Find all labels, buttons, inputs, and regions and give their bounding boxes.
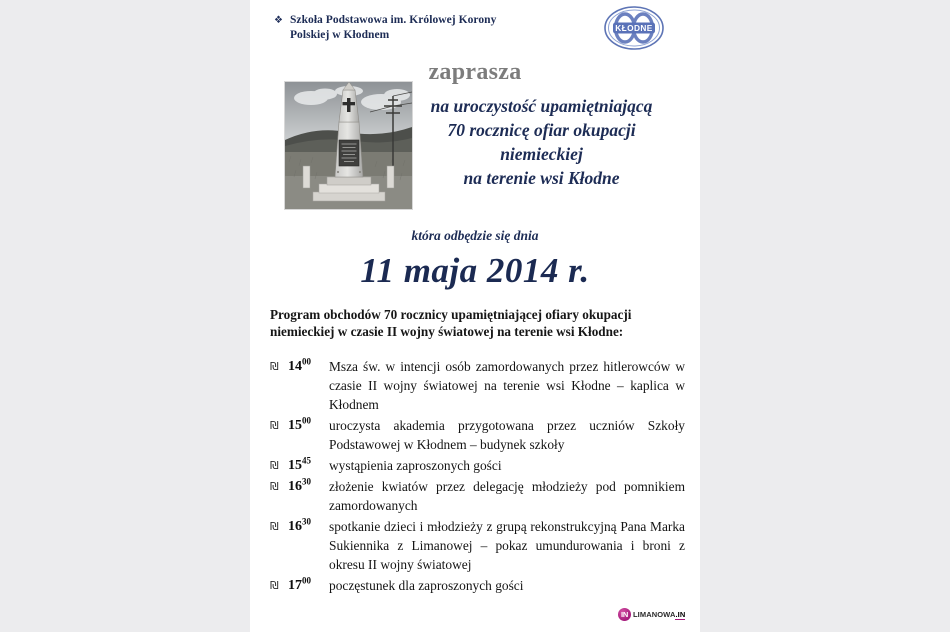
logo-monogram: [603, 52, 604, 53]
program-item-time: [288, 456, 323, 475]
program-item-description: spotkanie dzieci i młodzieży z grupą rekonstrukcyjną Pana Marka Sukiennika z Limanowej – pokaz umundurowania i broni z okresu II wojny światowej: [329, 519, 685, 572]
program-item-time: [288, 477, 323, 496]
program-item-hour: 15: [288, 418, 302, 433]
watermark-site-tld: .IN: [675, 610, 686, 619]
logo-label: [603, 52, 604, 53]
limanowa-badge-icon: IN: [618, 608, 631, 621]
program-item-minutes: 00: [302, 575, 311, 586]
program-item-minutes: 30: [302, 476, 311, 487]
program-item-description: złożenie kwiatów przez delegację młodzieży pod pomnikiem zamordowanych: [329, 479, 685, 513]
diamond-bullet-icon: ❖: [274, 15, 283, 26]
program-intro-line-1: Program obchodów 70 rocznicy upamiętniającej ofiary okupacji: [270, 307, 632, 322]
program-item-time: [288, 357, 323, 376]
program-item: [270, 456, 685, 475]
zaprasza-heading: zaprasza: [428, 59, 522, 85]
program-item-hour: 14: [288, 359, 302, 374]
program-item: [270, 416, 685, 454]
program-item-hour: 16: [288, 479, 302, 494]
program-item-minutes: 45: [302, 455, 311, 466]
program-item-description: wystąpienia zaproszonych gości: [329, 458, 502, 473]
headline-line-2: 70 rocznicę ofiar okupacji: [447, 120, 636, 140]
program-bullet-icon: ₪: [270, 360, 279, 373]
program-bullet-icon: ₪: [270, 480, 279, 493]
school-name-line-2: Polskiej w Kłodnem: [289, 28, 390, 41]
school-name-line-1: Szkoła Podstawowa im. Królowej Korony: [289, 14, 497, 26]
monument-photo-caption: [285, 209, 286, 210]
headline-line-4: na terenie wsi Kłodne: [463, 168, 620, 188]
program-list: [270, 357, 685, 597]
program-item-hour: 15: [288, 458, 302, 473]
program-bullet-icon: ₪: [270, 520, 279, 533]
school-logo: [603, 4, 665, 52]
limanowa-watermark: [618, 608, 685, 621]
program-item-description: Msza św. w intencji osób zamordowanych przez hitlerowców w czasie II wojny światowej na terenie wsi Kłodne – kaplica w Kłodnem: [329, 359, 685, 412]
invitation-headline: [390, 94, 693, 190]
program-bullet-icon: ₪: [270, 419, 279, 432]
program-intro-line-2: niemieckiej w czasie II wojny światowej na terenie wsi Kłodne:: [270, 324, 624, 339]
program-item-time: [288, 416, 323, 435]
program-item-minutes: 00: [302, 415, 311, 426]
program-item-minutes: 30: [302, 516, 311, 527]
program-intro: [270, 306, 684, 340]
event-date-intro: która odbędzie się dnia: [411, 228, 539, 243]
document-page: [250, 0, 700, 632]
program-item-minutes: 00: [302, 356, 311, 367]
event-date: 11 maja 2014 r.: [360, 251, 590, 290]
watermark-site-name: LIMANOWA: [633, 610, 676, 619]
school-name: [290, 13, 496, 42]
program-item-description: uroczysta akademia przygotowana przez uczniów Szkoły Podstawowej w Kłodnem – budynek szkoły: [329, 418, 685, 452]
program-item-time: [288, 576, 323, 595]
headline-line-3: niemieckiej: [500, 144, 583, 164]
headline-line-1: na uroczystość upamiętniającą: [430, 96, 653, 116]
program-item-description: poczęstunek dla zaproszonych gości: [329, 578, 524, 593]
program-bullet-icon: ₪: [270, 459, 279, 472]
school-header: [274, 13, 574, 42]
program-item: [270, 357, 685, 414]
program-item-hour: 17: [288, 578, 302, 593]
program-item-hour: 16: [288, 519, 302, 534]
program-item-time: [288, 517, 323, 536]
program-item: [270, 576, 685, 595]
program-item: [270, 517, 685, 574]
program-item: [270, 477, 685, 515]
watermark-text: [633, 608, 685, 621]
svg-text:KŁODNE: KŁODNE: [615, 23, 653, 33]
program-bullet-icon: ₪: [270, 579, 279, 592]
